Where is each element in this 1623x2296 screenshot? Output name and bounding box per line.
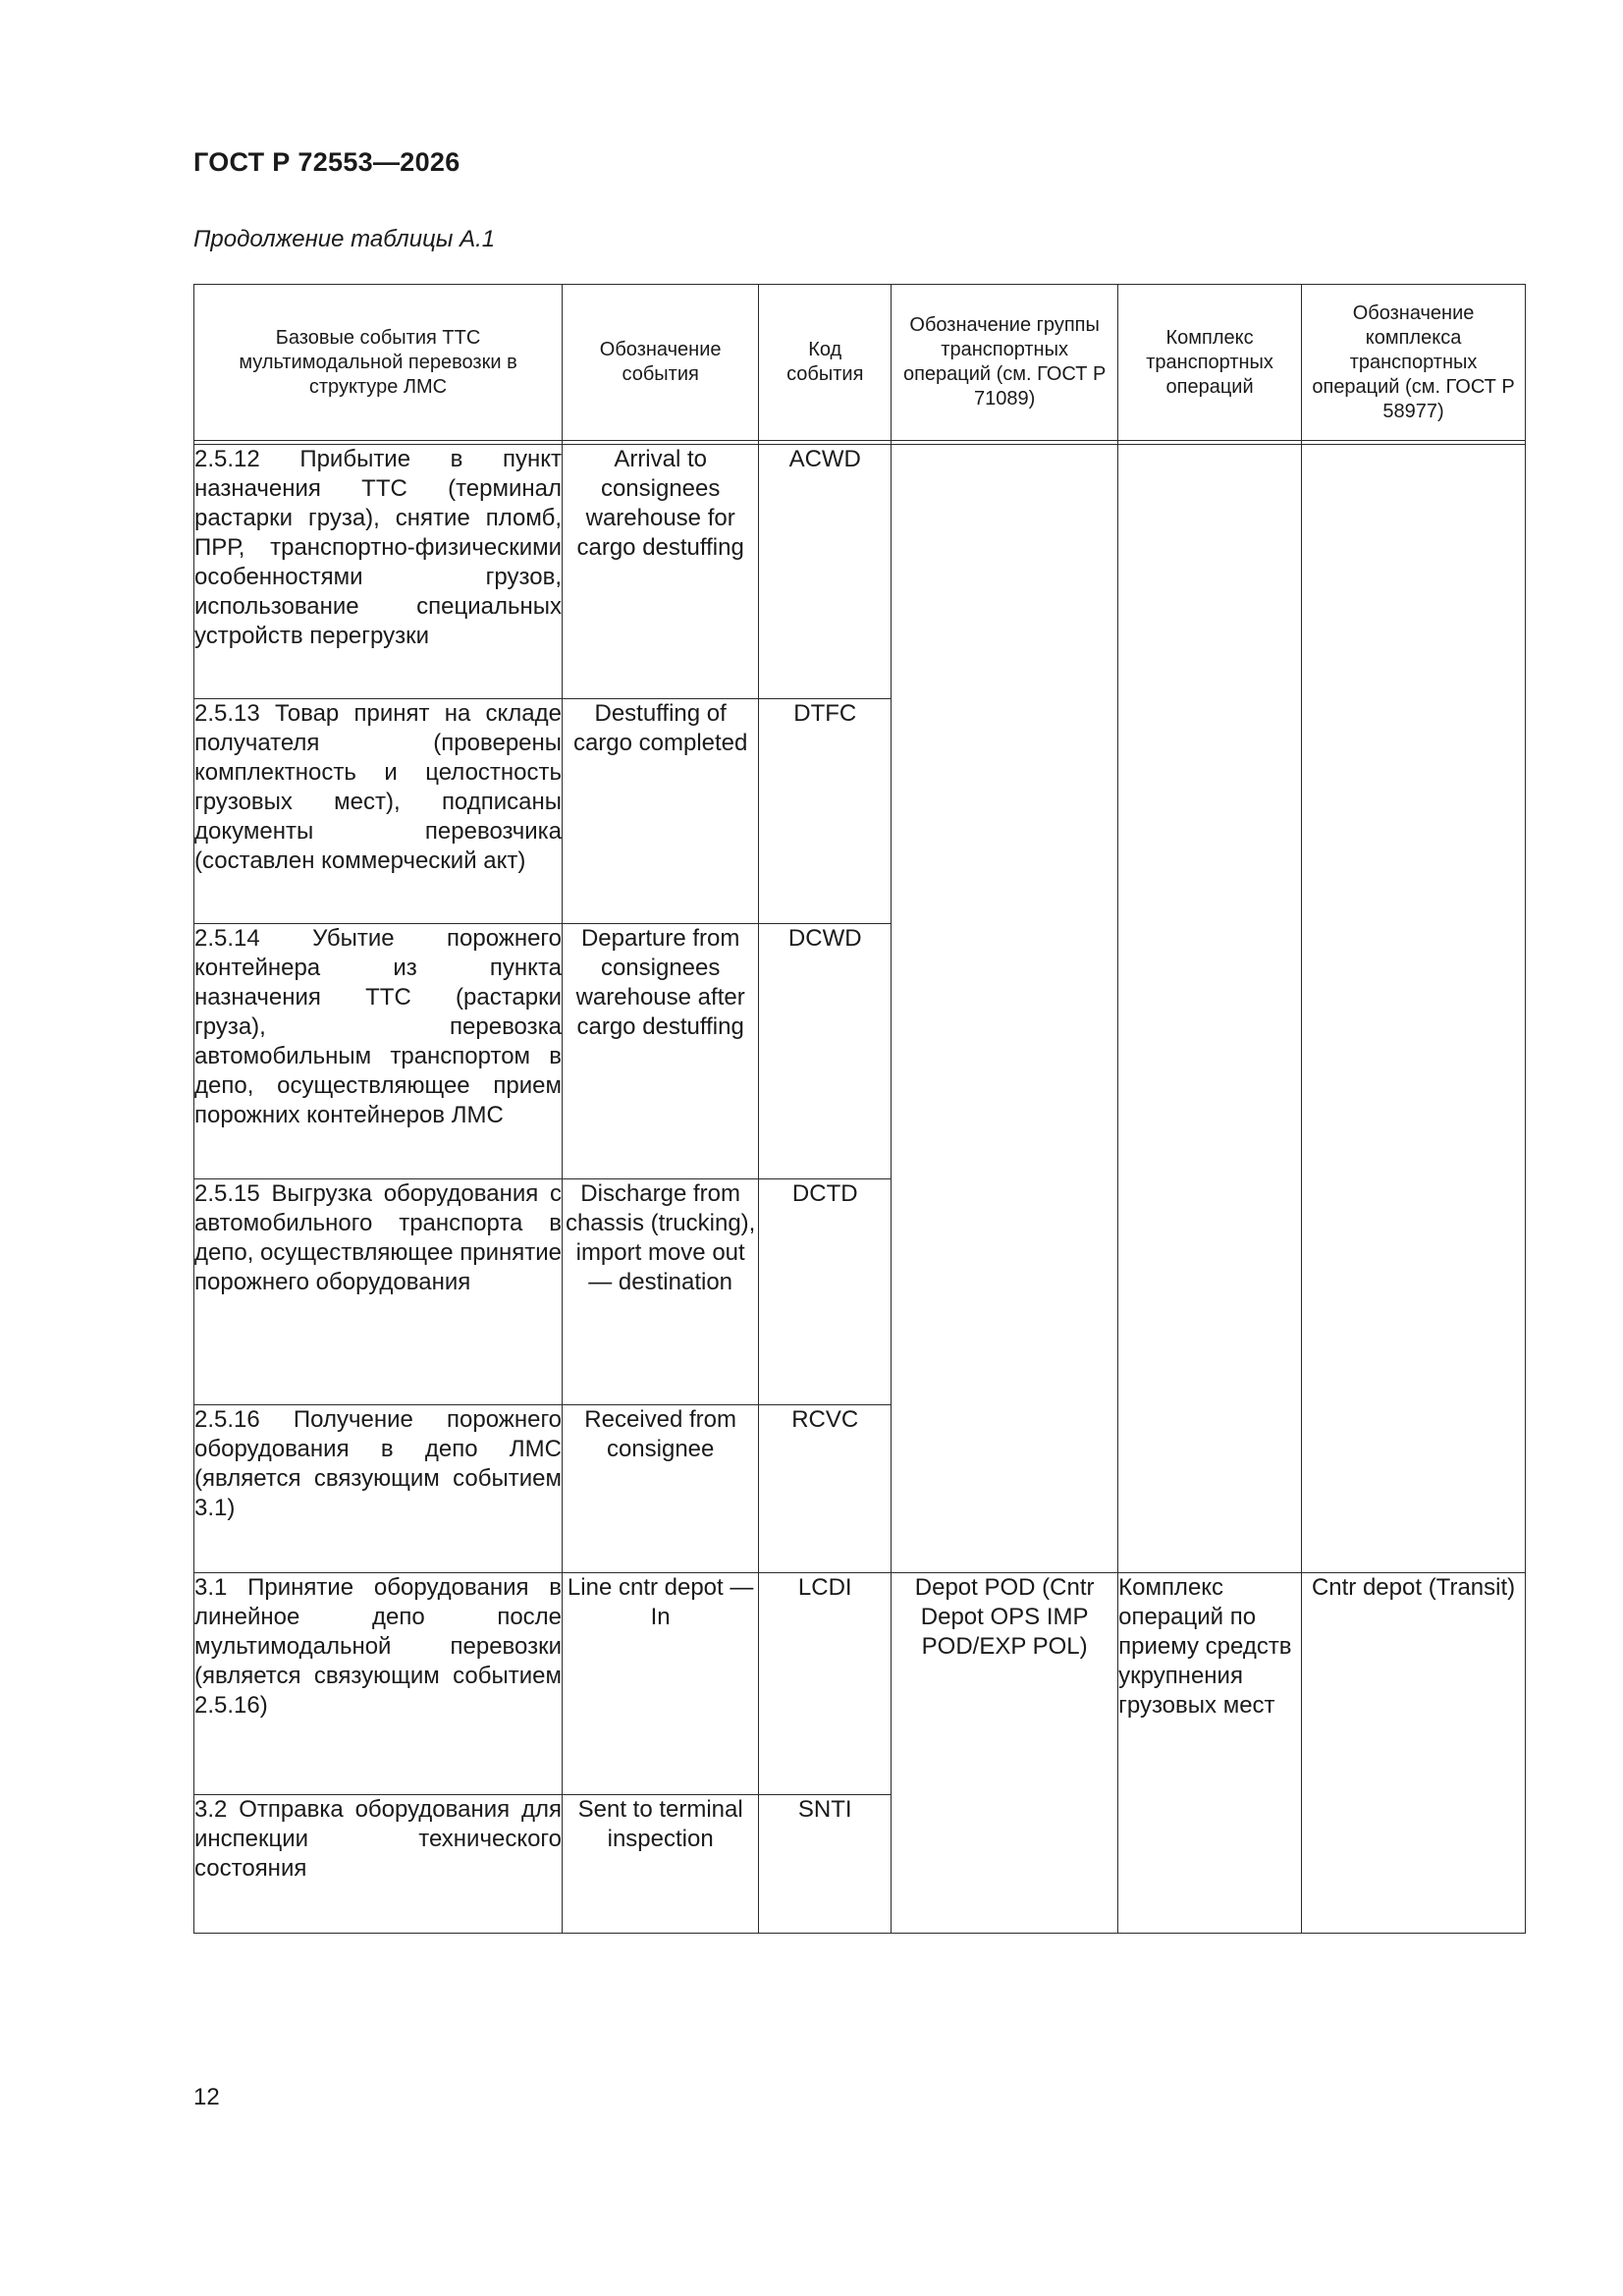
header-base-events: Базовые события ТТС мультимодальной перевозки в структуре ЛМС: [194, 285, 563, 441]
code-cell: DCWD: [759, 924, 892, 1179]
code-cell: LCDI: [759, 1573, 892, 1795]
event-cell: 3.2 Отправка оборудования для инспекции технического состояния: [194, 1795, 563, 1934]
event-cell: 2.5.12 Прибытие в пункт назначения ТТС (терминал растарки груза), снятие пломб, ПРР, транспортно-физическими особенностями грузов, использование специальных устройств перегрузки: [194, 445, 563, 699]
table-row: [194, 1573, 1526, 1795]
designation-cell: Destuffing of cargo completed: [563, 699, 759, 924]
designation-cell: Received from consignee: [563, 1405, 759, 1573]
header-group-designation: Обозначение группы транспортных операций (см. ГОСТ Р 71089): [892, 285, 1118, 441]
complex-designation-empty-cell: [1302, 445, 1526, 1573]
group-designation-cell: Depot POD (Cntr Depot OPS IMP POD/EXP POL): [892, 1573, 1118, 1934]
code-cell: DTFC: [759, 699, 892, 924]
page-number: 12: [193, 2084, 220, 2110]
events-table: [193, 284, 1526, 1934]
complex-empty-cell: [1118, 445, 1302, 1573]
header-event-code: Код события: [759, 285, 892, 441]
complex-designation-cell: Cntr depot (Transit): [1302, 1573, 1526, 1934]
code-cell: SNTI: [759, 1795, 892, 1934]
event-cell: 2.5.13 Товар принят на складе получателя (проверены комплектность и целостность грузовых мест), подписаны документы перевозчика (составлен коммерческий акт): [194, 699, 563, 924]
designation-cell: Arrival to consignees warehouse for cargo destuffing: [563, 445, 759, 699]
designation-cell: Line cntr depot — In: [563, 1573, 759, 1795]
event-cell: 2.5.14 Убытие порожнего контейнера из пункта назначения ТТС (растарки груза), перевозка автомобильным транспортом в депо, осуществляющее прием порожних контейнеров ЛМС: [194, 924, 563, 1179]
group-designation-empty-cell: [892, 445, 1118, 1573]
operations-complex-cell: Комплекс операций по приему средств укрупнения грузовых мест: [1118, 1573, 1302, 1934]
table-caption: Продолжение таблицы А.1: [193, 226, 496, 252]
code-cell: RCVC: [759, 1405, 892, 1573]
header-operations-complex: Комплекс транспортных операций: [1118, 285, 1302, 441]
table-header-row: [194, 285, 1526, 441]
designation-cell: Sent to terminal inspection: [563, 1795, 759, 1934]
header-complex-designation: Обозначение комплекса транспортных операций (см. ГОСТ Р 58977): [1302, 285, 1526, 441]
code-cell: ACWD: [759, 445, 892, 699]
table-row: [194, 445, 1526, 699]
code-cell: DCTD: [759, 1179, 892, 1405]
event-cell: 3.1 Принятие оборудования в линейное депо после мультимодальной перевозки (является связующим событием 2.5.16): [194, 1573, 563, 1795]
header-event-designation: Обозначение события: [563, 285, 759, 441]
designation-cell: Departure from consignees warehouse after cargo destuffing: [563, 924, 759, 1179]
event-cell: 2.5.16 Получение порожнего оборудования в депо ЛМС (является связующим событием 3.1): [194, 1405, 563, 1573]
designation-cell: Discharge from chassis (trucking), import move out — destination: [563, 1179, 759, 1405]
standard-title: ГОСТ Р 72553—2026: [193, 147, 460, 177]
event-cell: 2.5.15 Выгрузка оборудования с автомобильного транспорта в депо, осуществляющее принятие порожнего оборудования: [194, 1179, 563, 1405]
